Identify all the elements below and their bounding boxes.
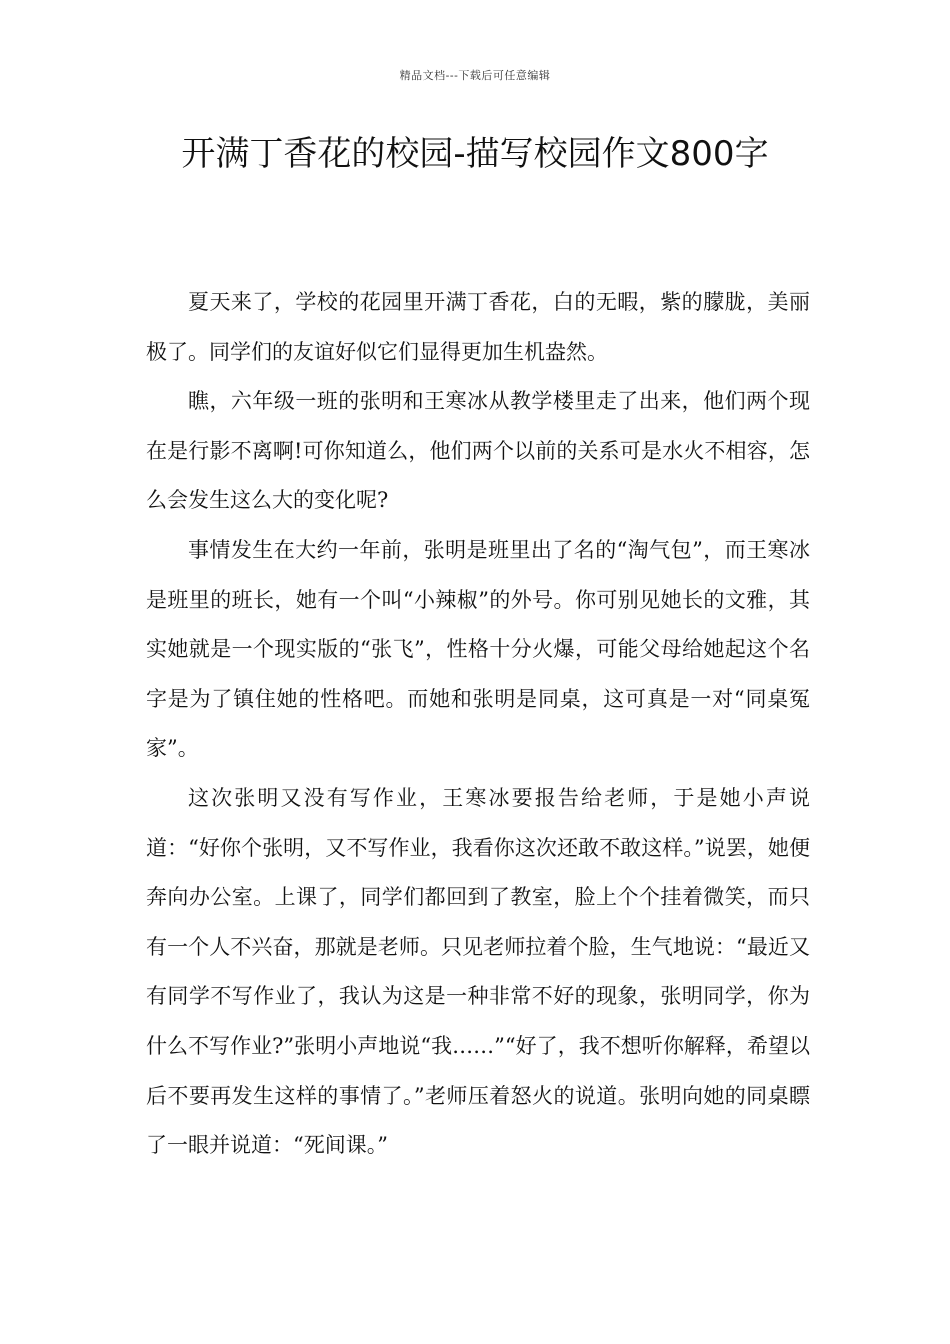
document-body: [146, 278, 810, 1171]
document-title: 开满丁香花的校园-描写校园作文800字: [181, 134, 769, 174]
paragraph: 夏天来了，学校的花园里开满丁香花，白的无暇，紫的朦胧，美丽极了。同学们的友谊好似它们显得更加生机盎然。: [146, 290, 810, 364]
page-header: 精品文档---下载后可任意编辑: [399, 69, 551, 82]
paragraph: 瞧，六年级一班的张明和王寒冰从教学楼里走了出来，他们两个现在是行影不离啊!可你知道么，他们两个以前的关系可是水火不相容，怎么会发生这么大的变化呢?: [146, 389, 810, 513]
paragraph: 事情发生在大约一年前，张明是班里出了名的“淘气包”，而王寒冰是班里的班长，她有一个叫“小辣椒”的外号。你可别见她长的文雅，其实她就是一个现实版的“张飞”，性格十分火爆，可能父母给她起这个名字是为了镇住她的性格吧。而她和张明是同桌，这可真是一对“同桌冤家”。: [146, 537, 810, 761]
paragraph: 这次张明又没有写作业，王寒冰要报告给老师，于是她小声说道：“好你个张明，又不写作业，我看你这次还敢不敢这样。”说罢，她便奔向办公室。上课了，同学们都回到了教室，脸上个个挂着微笑，而只有一个人不兴奋，那就是老师。只见老师拉着个脸，生气地说：“最近又有同学不写作业了，我认为这是一种非常不好的现象，张明同学，你为什么不写作业?”张明小声地说“我……”“好了，我不想听你解释，希望以后不要再发生这样的事情了。”老师压着怒火的说道。张明向她的同桌瞟了一眼并说道：“死间课。”: [146, 785, 810, 1158]
